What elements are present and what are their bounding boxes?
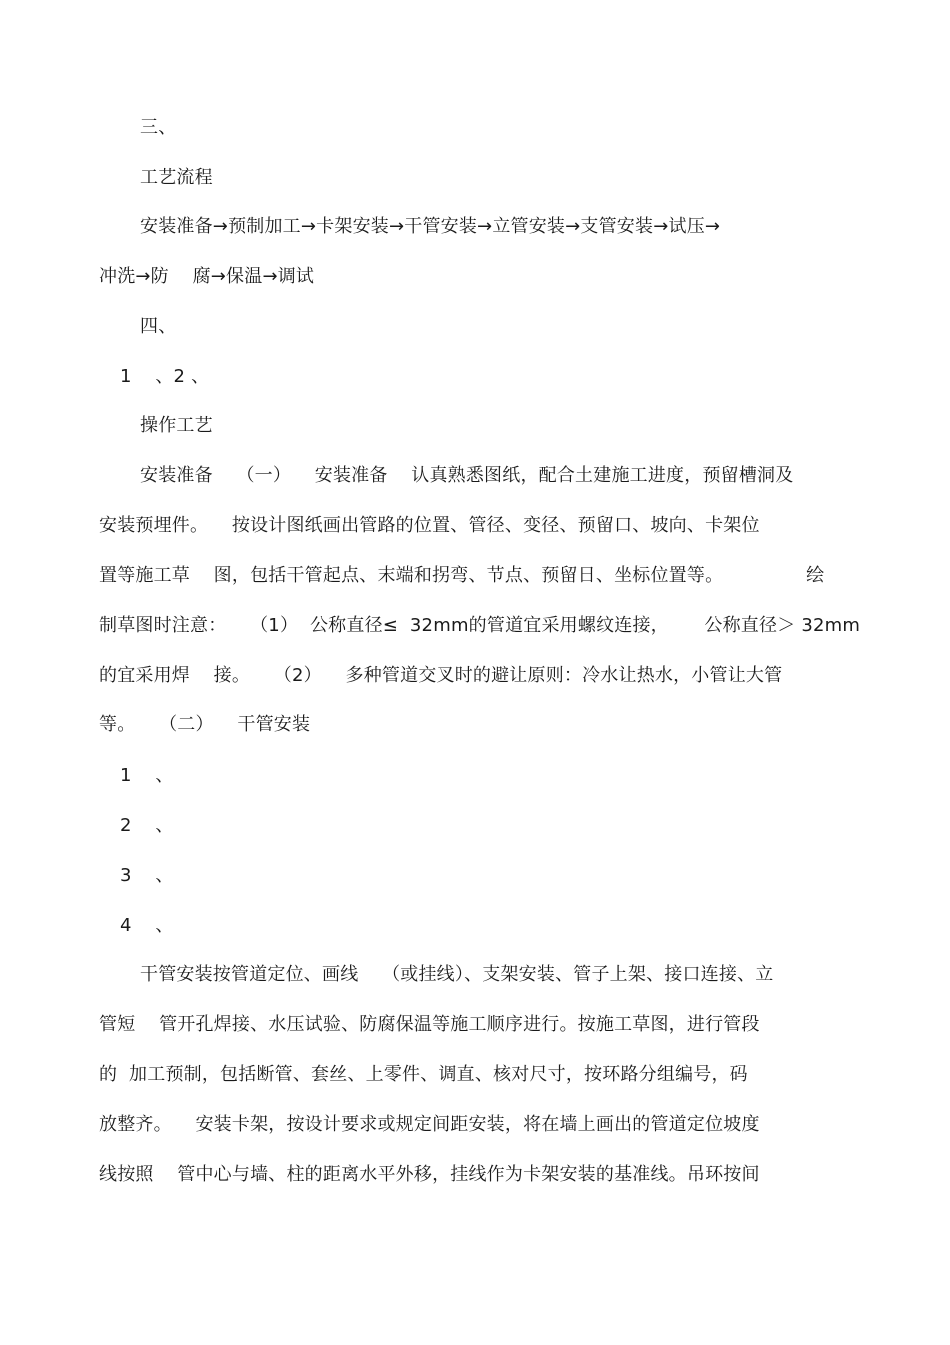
section-heading-four: 四、 (140, 316, 177, 337)
section-heading-three: 三、 (140, 117, 177, 138)
numbered-item: 2 、 (120, 815, 174, 836)
paragraph-line: 等。 （二） 干管安装 (99, 714, 311, 735)
numbered-item: 1 、 (120, 765, 174, 786)
process-flow-line-1: 安装准备→预制加工→卡架安装→干管安装→立管安装→支管安装→试压→ (140, 216, 721, 237)
process-flow-title: 工艺流程 (140, 167, 213, 188)
numbered-item: 3 、 (120, 865, 174, 886)
process-flow-line-2: 冲洗→防 腐→保温→调试 (99, 266, 315, 287)
paragraph-line: 干管安装按管道定位、画线 （或挂线）、支架安装、管子上架、接口连接、立 (140, 964, 774, 985)
paragraph-line: 制草图时注意： （1） 公称直径≤ 32mm的管道宜采用螺纹连接， 公称直径＞ 32mm (99, 615, 861, 636)
paragraph-line: 放整齐。 安装卡架，按设计要求或规定间距安装，将在墙上画出的管道定位坡度 (99, 1114, 760, 1135)
paragraph-line: 的宜采用焊 接。 （2） 多种管道交叉时的避让原则：冷水让热水，小管让大管 (99, 665, 783, 686)
paragraph-line: 安装预埋件。 按设计图纸画出管路的位置、管径、变径、预留口、坡向、卡架位 (99, 515, 760, 536)
paragraph-line: 线按照 管中心与墙、柱的距离水平外移，挂线作为卡架安装的基准线。吊环按间 (99, 1164, 760, 1185)
numbered-item: 4 、 (120, 915, 174, 936)
paragraph-line: 置等施工草 图，包括干管起点、末端和拐弯、节点、预留日、坐标位置等。 绘 (99, 565, 825, 586)
numbered-items-1-2: 1 、2 、 (120, 366, 210, 387)
paragraph-line: 管短 管开孔焊接、水压试验、防腐保温等施工顺序进行。按施工草图，进行管段 (99, 1014, 760, 1035)
paragraph-line: 安装准备 （一） 安装准备 认真熟悉图纸，配合土建施工进度，预留槽洞及 (140, 465, 794, 486)
operation-process-title: 操作工艺 (140, 415, 213, 436)
paragraph-line: 的 加工预制，包括断管、套丝、上零件、调直、核对尺寸，按环路分组编号，码 (99, 1064, 748, 1085)
